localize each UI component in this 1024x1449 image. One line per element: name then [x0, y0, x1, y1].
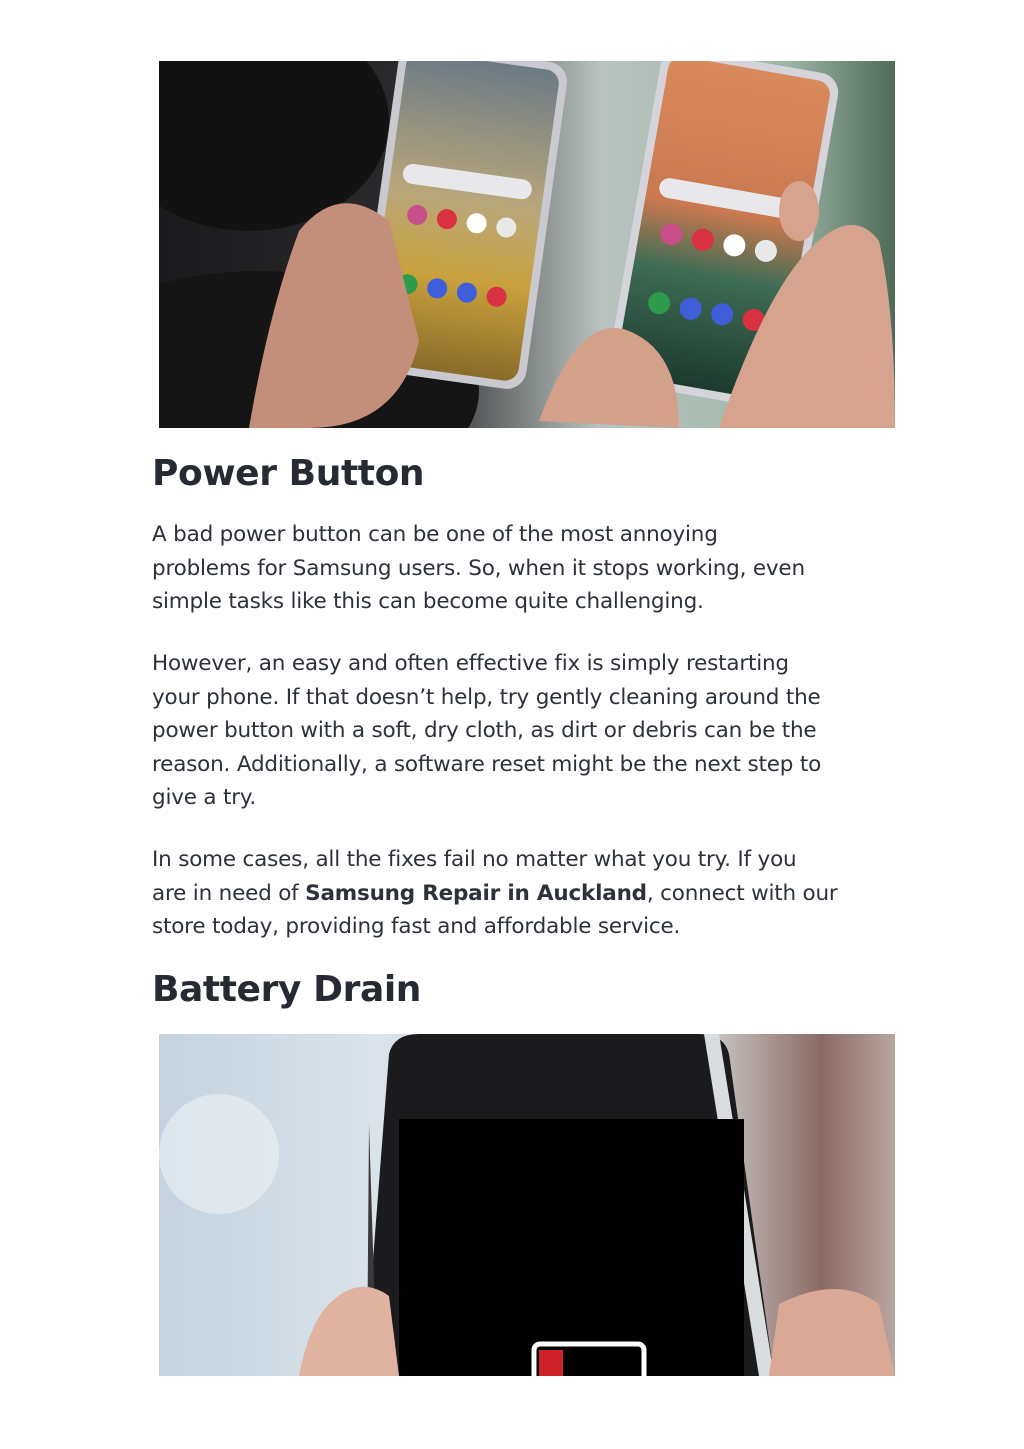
- text-line: problems for Samsung users. So, when it stops working, even: [152, 555, 805, 581]
- text-line: [152, 877, 912, 911]
- power-button-paragraph-3: [152, 843, 912, 944]
- text-line: give a try.: [152, 785, 256, 811]
- samsung-repair-link[interactable]: Samsung Repair in Auckland: [305, 880, 647, 906]
- low-battery-phone-photo: [159, 1034, 895, 1376]
- text-line: A bad power button can be one of the most annoying: [152, 522, 718, 547]
- text-line: store today, providing fast and affordable service.: [152, 914, 681, 940]
- text-line: power button with a soft, dry cloth, as dirt or debris can be the: [152, 718, 817, 744]
- text-line: simple tasks like this can become quite challenging.: [152, 589, 704, 615]
- text-line: reason. Additionally, a software reset might be the next step to: [152, 751, 822, 777]
- two-phones-photo: [159, 61, 895, 428]
- text-fragment: , connect with our: [646, 880, 838, 906]
- text-line: your phone. If that doesn’t help, try gently cleaning around the: [152, 684, 821, 710]
- power-button-paragraph-1: [152, 518, 912, 619]
- power-button-heading: Power Button: [152, 453, 425, 494]
- text-line: However, an easy and often effective fix is simply restarting: [152, 651, 789, 676]
- battery-drain-heading: Battery Drain: [152, 969, 422, 1010]
- power-button-paragraph-2: [152, 647, 912, 815]
- text-line: In some cases, all the fixes fail no matter what you try. If you: [152, 847, 797, 872]
- text-fragment: are in need of: [152, 880, 306, 906]
